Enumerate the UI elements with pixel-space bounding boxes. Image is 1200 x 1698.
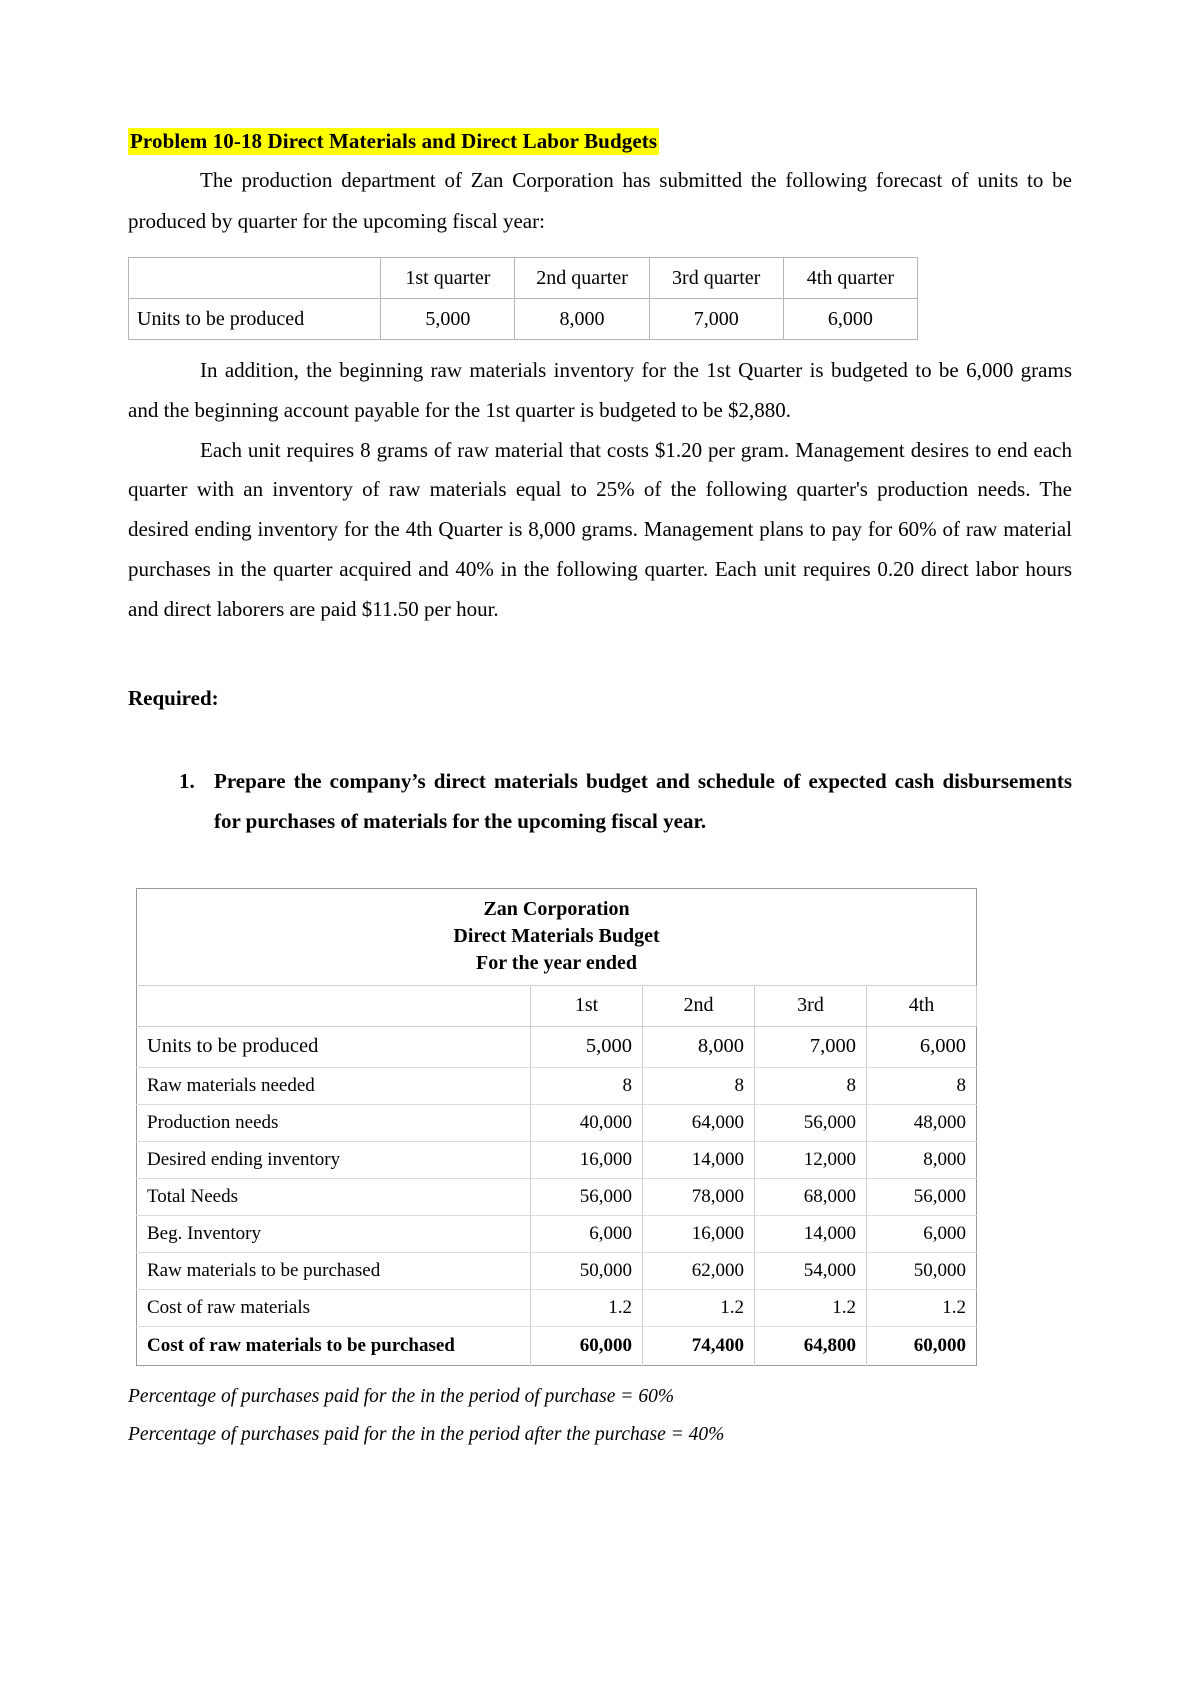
budget-row-label: Beg. Inventory xyxy=(137,1215,531,1252)
forecast-cell-q4: 6,000 xyxy=(783,298,917,339)
budget-cell-q1: 40,000 xyxy=(531,1104,643,1141)
budget-cell-q2: 78,000 xyxy=(643,1178,755,1215)
footnote-following-period: Percentage of purchases paid for the in the period after the purchase = 40% xyxy=(128,1423,725,1445)
table-row xyxy=(137,1026,977,1067)
forecast-header-q1: 1st quarter xyxy=(381,257,515,298)
forecast-cell-q3: 7,000 xyxy=(649,298,783,339)
paragraph-intro: The production department of Zan Corporation has submitted the following forecast of units to be produced by quarter for the upcoming fiscal year: xyxy=(128,168,1072,233)
table-row-total xyxy=(137,1326,977,1365)
budget-cell-total-q1: 60,000 xyxy=(531,1326,643,1365)
table-row xyxy=(137,1252,977,1289)
budget-cell-q1: 56,000 xyxy=(531,1178,643,1215)
budget-cell-q2: 1.2 xyxy=(643,1289,755,1326)
footnote-purchase-period: Percentage of purchases paid for the in the period of purchase = 60% xyxy=(128,1385,675,1407)
budget-cell-q3: 68,000 xyxy=(755,1178,867,1215)
forecast-cell-q1: 5,000 xyxy=(381,298,515,339)
budget-cell-q4: 50,000 xyxy=(867,1252,977,1289)
budget-cell-q4: 8,000 xyxy=(867,1141,977,1178)
budget-cell-q4: 1.2 xyxy=(867,1289,977,1326)
paragraph-inventory: In addition, the beginning raw materials inventory for the 1st Quarter is budgeted to be 6,000 grams and the beginning account payable for the 1st quarter is budgeted to be $2,880. xyxy=(128,357,1072,423)
list-item: 1. Prepare the company’s direct materials budget and schedule of expected cash disbursements for purchases of materials for the upcoming fiscal year. xyxy=(200,761,1072,842)
budget-row-label: Cost of raw materials xyxy=(137,1289,531,1326)
budget-cell-q2: 64,000 xyxy=(643,1104,755,1141)
budget-header-q3: 3rd xyxy=(755,985,867,1026)
budget-row-label: Units to be produced xyxy=(137,1026,531,1067)
budget-header-q2: 2nd xyxy=(643,985,755,1026)
table-row xyxy=(137,1289,977,1326)
budget-header-q1: 1st xyxy=(531,985,643,1026)
budget-title-line-1: Zan Corporation xyxy=(483,897,630,920)
budget-header-q4: 4th xyxy=(867,985,977,1026)
budget-cell-q1: 50,000 xyxy=(531,1252,643,1289)
budget-row-label: Desired ending inventory xyxy=(137,1141,531,1178)
budget-cell-q3: 8 xyxy=(755,1067,867,1104)
budget-row-label: Production needs xyxy=(137,1104,531,1141)
forecast-row-label: Units to be produced xyxy=(129,298,381,339)
budget-cell-q3: 14,000 xyxy=(755,1215,867,1252)
budget-cell-q1: 5,000 xyxy=(531,1026,643,1067)
forecast-header-q4: 4th quarter xyxy=(783,257,917,298)
budget-cell-q3: 7,000 xyxy=(755,1026,867,1067)
budget-cell-q2: 8 xyxy=(643,1067,755,1104)
table-row xyxy=(137,1067,977,1104)
budget-cell-q1: 8 xyxy=(531,1067,643,1104)
budget-cell-q1: 6,000 xyxy=(531,1215,643,1252)
page-title xyxy=(128,128,1072,154)
table-row xyxy=(137,1141,977,1178)
budget-cell-q2: 14,000 xyxy=(643,1141,755,1178)
table-header-row xyxy=(129,257,918,298)
forecast-table xyxy=(128,257,918,340)
table-row xyxy=(129,298,918,339)
forecast-header-q2: 2nd quarter xyxy=(515,257,649,298)
budget-header-row xyxy=(137,985,977,1026)
forecast-cell-q2: 8,000 xyxy=(515,298,649,339)
table-row xyxy=(137,1215,977,1252)
forecast-header-q3: 3rd quarter xyxy=(649,257,783,298)
budget-cell-total-q3: 64,800 xyxy=(755,1326,867,1365)
budget-title-line-3: For the year ended xyxy=(476,951,637,974)
budget-row-label-total: Cost of raw materials to be purchased xyxy=(137,1326,531,1365)
paragraph-requirements: Each unit requires 8 grams of raw material that costs $1.20 per gram. Management desires to end each quarter with an inventory of raw materials equal to 25% of the following quarter's production needs. The desired ending inventory for the 4th Quarter is 8,000 grams. Management plans to pay for 60% of raw material purchases in the quarter acquired and 40% in the following quarter. Each unit requires 0.20 direct labor hours and direct laborers are paid $11.50 per hour. xyxy=(128,437,1072,622)
budget-cell-q4: 6,000 xyxy=(867,1215,977,1252)
direct-materials-budget-table xyxy=(136,888,977,1366)
page-title-highlight: Problem 10-18 Direct Materials and Direct Labor Budgets xyxy=(130,129,658,153)
required-heading: Required: xyxy=(128,685,219,710)
table-row xyxy=(137,1178,977,1215)
budget-cell-q2: 16,000 xyxy=(643,1215,755,1252)
forecast-header-blank xyxy=(129,257,381,298)
budget-cell-q1: 16,000 xyxy=(531,1141,643,1178)
budget-cell-total-q4: 60,000 xyxy=(867,1326,977,1365)
budget-cell-q3: 56,000 xyxy=(755,1104,867,1141)
budget-cell-q3: 1.2 xyxy=(755,1289,867,1326)
budget-header-blank xyxy=(137,985,531,1026)
budget-title-line-2: Direct Materials Budget xyxy=(453,924,660,947)
budget-cell-q3: 54,000 xyxy=(755,1252,867,1289)
budget-title-row xyxy=(137,888,977,985)
budget-cell-q1: 1.2 xyxy=(531,1289,643,1326)
budget-row-label: Total Needs xyxy=(137,1178,531,1215)
budget-cell-q4: 48,000 xyxy=(867,1104,977,1141)
budget-cell-q4: 8 xyxy=(867,1067,977,1104)
budget-cell-q4: 56,000 xyxy=(867,1178,977,1215)
required-list xyxy=(128,761,1072,842)
budget-cell-q2: 8,000 xyxy=(643,1026,755,1067)
budget-cell-q4: 6,000 xyxy=(867,1026,977,1067)
budget-row-label: Raw materials to be purchased xyxy=(137,1252,531,1289)
budget-cell-q2: 62,000 xyxy=(643,1252,755,1289)
table-row xyxy=(137,1104,977,1141)
budget-cell-total-q2: 74,400 xyxy=(643,1326,755,1365)
budget-row-label: Raw materials needed xyxy=(137,1067,531,1104)
budget-cell-q3: 12,000 xyxy=(755,1141,867,1178)
budget-title-block xyxy=(137,888,977,985)
